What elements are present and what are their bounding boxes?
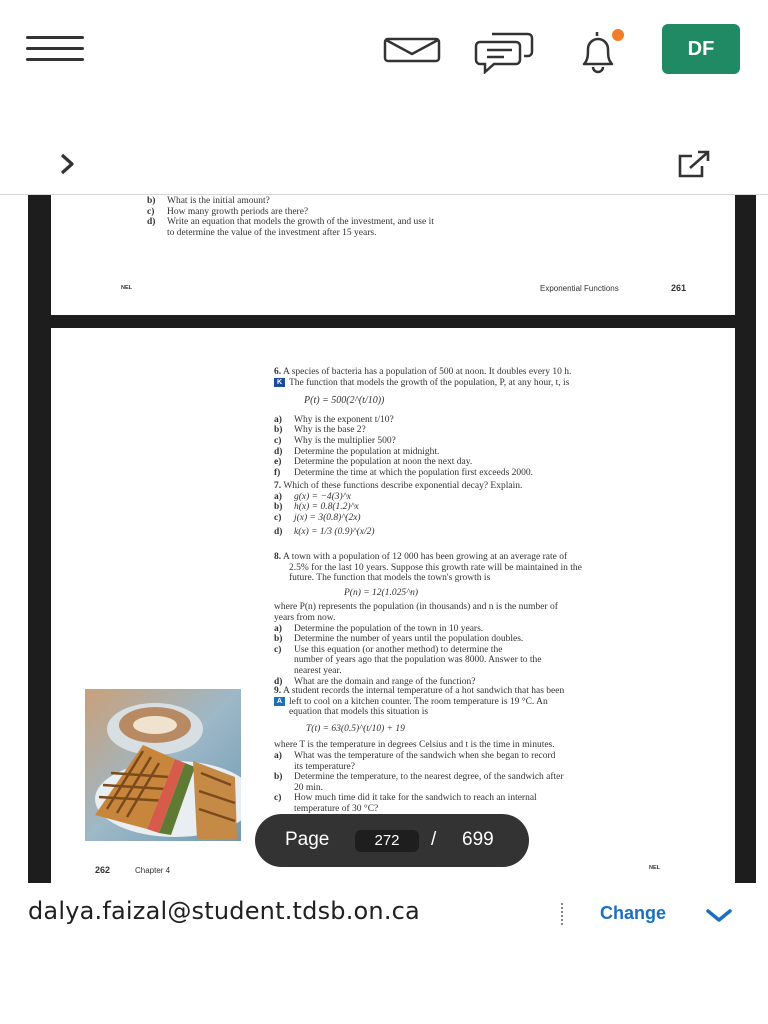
page-number: 262	[95, 865, 111, 875]
page-indicator	[255, 814, 529, 867]
account-email: dalya.faizal@student.tdsb.on.ca	[28, 897, 420, 925]
open-external-icon[interactable]	[676, 150, 712, 180]
avatar[interactable]: DF	[662, 24, 740, 74]
menu-icon[interactable]	[26, 36, 84, 64]
question-list: b) What is the initial amount? c) How many growth periods are there? d) Write an equation that models the growth of the investment, and use it to determine the value of the investment after 15 years.	[147, 196, 434, 238]
top-bar	[0, 0, 768, 96]
change-account-button[interactable]: Change	[600, 903, 667, 923]
equation: T(t) = 63(0.5)^(t/10) + 19	[306, 723, 405, 734]
chat-icon[interactable]	[474, 28, 534, 74]
mail-icon[interactable]	[382, 28, 442, 74]
question-7: 7. Which of these functions describe exponential decay? Explain. a) g(x) = −4(3)^x b) h(x) = 0.8(1.2)^x c) j(x) = 3(0.8)^(2x) d) k(x) = 1/3 (0.9)^(x/2)	[274, 481, 523, 538]
page-separator: /	[431, 829, 437, 850]
page-total: 699	[462, 829, 494, 850]
page-label: Page	[285, 829, 330, 850]
page-footer-chapter: Chapter 4	[135, 866, 171, 875]
chevron-down-icon[interactable]	[706, 909, 732, 923]
sandwich-photo	[85, 689, 241, 841]
equation: P(t) = 500(2^(t/10))	[304, 395, 385, 407]
page-footer-label: NEL	[649, 865, 660, 871]
notification-dot	[612, 29, 624, 41]
knowledge-badge: K	[274, 378, 285, 387]
question-6: 6. A species of bacteria has a population of 500 at noon. It doubles every 10 h. K The function that models the growth of the population, P, at any hour, t, is P(t) = 500(2^(t/10)) a) Why is the exponent t/10? b) Why is the base 2? c) Why is the multiplier 500? d) Determine the population at midnight. e) Determine the population at noon the next day. f) Determine the time at which the population first exceeds 2000.	[274, 367, 654, 478]
account-bar	[0, 883, 768, 1024]
document-viewer[interactable]	[28, 195, 756, 883]
page-number-input[interactable]: 272	[355, 830, 419, 852]
page-number: 261	[671, 283, 687, 293]
page-footer-label: NEL	[121, 285, 132, 291]
page-footer-title: Exponential Functions	[540, 284, 619, 293]
document-page	[51, 195, 735, 315]
divider	[561, 903, 563, 925]
bell-icon[interactable]	[570, 28, 630, 74]
equation: P(n) = 12(1.025^n)	[344, 587, 419, 598]
question-9: 9. A student records the internal temperature of a hot sandwich that has been A left to cool on a kitchen counter. The room temperature is 19 °C. An equation that models this situation is T(t) = 63(0.5)^(t/10) + 19 where T is the temperature in degrees Celsius and t is the time in minutes. a) What was the temperature of the sandwich when she began to record its temperature? b) Determine the temperature, to the nearest degree, of the sandwich after 20 min. c) How much time did it take for the sandwich to reach an internal temperature of 30 °C?	[274, 686, 658, 815]
document-page	[51, 328, 735, 883]
chevron-right-icon[interactable]	[56, 152, 80, 176]
application-badge: A	[274, 697, 285, 706]
question-8: 8. A town with a population of 12 000 has been growing at an average rate of 2.5% for the last 10 years. Suppose this growth rate will be maintained in the future. The function that models the town's growth is P(n) = 12(1.025^n) where P(n) represents the population (in thousands) and n is the number of years from now. a) Determine the population of the town in 10 years. b) Determine the number of years until the population doubles. c) Use this equation (or another method) to determine the number of years ago that the population was 8000. Answer to the nearest year. d) What are the domain and range of the function?	[274, 552, 658, 687]
viewer-toolbar	[0, 96, 768, 195]
